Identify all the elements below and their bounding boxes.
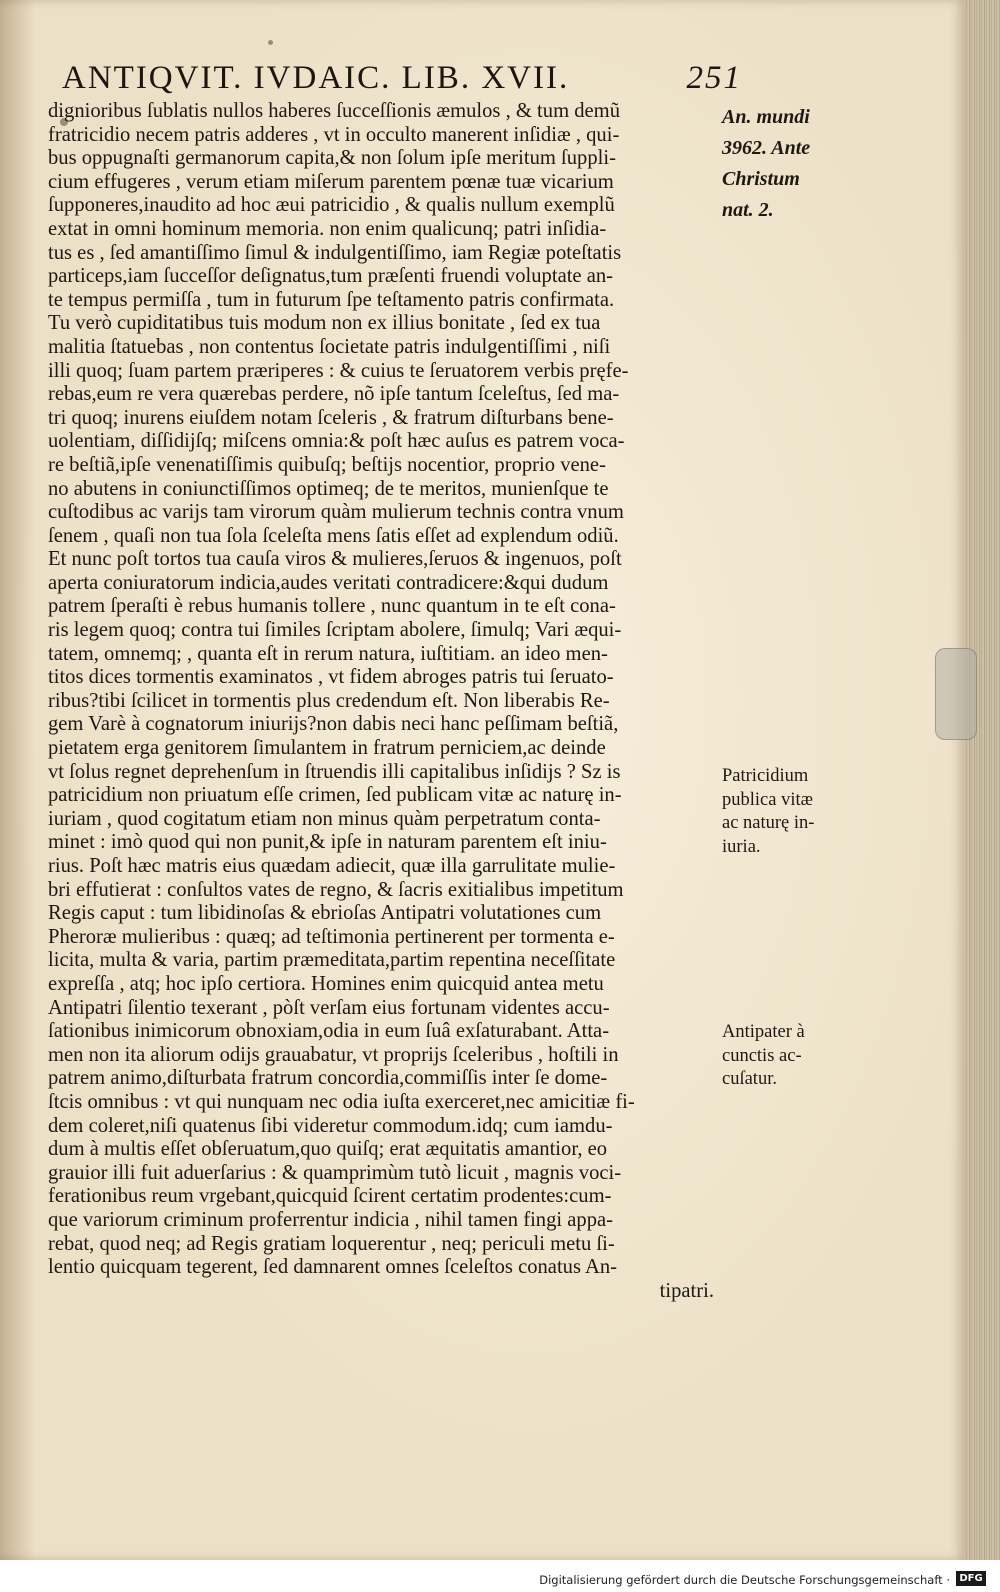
margin-note-antipater [722, 1021, 842, 1092]
text-line: expreſſa , atq; hoc ipſo certiora. Homines enim quicquid antea metu [48, 972, 604, 995]
text-line: rebat, quod neq; ad Regis gratiam loquerentur , neq; periculi metu ſi- [48, 1232, 615, 1255]
text-line: no abutens in coniunctiſſimos optimeq; de te meritos, munienſque te [48, 477, 609, 500]
text-line: te tempus permiſſa , tum in futurum ſpe teſtamento patris confirmata. [48, 288, 615, 311]
text-line: tatem, omnemq; , quanta eſt in rerum natura, iuſtitiam. an ideo men- [48, 642, 608, 665]
text-line: gem Varè à cognatorum iniurijs?non dabis neci hanc peſſimam beſtiã, [48, 713, 619, 736]
page-number: 251 [686, 60, 742, 96]
text-line: bri effutierat : conſultos vates de regno, & ſacris exitialibus impetitum [48, 878, 624, 901]
text-line: tipatri. [659, 1279, 714, 1302]
text-line: ribus?tibi ſcilicet in tormentis plus credendum eſt. Non liberabis Re- [48, 689, 610, 712]
margin-note-line: cunctis ac- [722, 1045, 802, 1066]
text-line: patricidium non priuatum eſſe crimen, ſed publicam vitæ ac naturę in- [48, 784, 622, 807]
text-line: cium effugeres , verum etiam miſerum parentem pœnæ tuæ vicarium [48, 170, 614, 193]
text-line: patrem animo,diſturbata fratrum concordia,commiſſis inter ſe dome- [48, 1067, 608, 1090]
margin-note-line: An. mundi [722, 106, 810, 128]
text-line: rebas,eum re vera quærebas perdere, nõ ipſe tantum ſceleſtus, ſed ma- [48, 383, 620, 406]
text-line: rius. Poſt hæc matris eius quædam adiecit, quæ illa garrulitate mulie- [48, 855, 616, 877]
text-line: grauior illi fuit aduerſarius : & quamprimùm tutò licuit , magnis voci- [48, 1161, 622, 1184]
text-line: fratricidio necem patris adderes , vt in occulto manerent inſidiæ , qui- [48, 123, 620, 146]
text-line: patrem ſperaſti è rebus humanis tollere , nunc quantum in te eſt cona- [48, 595, 616, 618]
text-line: que variorum criminum proferrentur indicia , nihil tamen fingi appa- [48, 1208, 614, 1231]
text-line: bus oppugnaſti germanorum capita,& non ſolum ipſe meritum ſuppli- [48, 147, 616, 170]
text-line: dignioribus ſublatis nullos haberes ſucceſſionis æmulos , & tum demũ [48, 100, 620, 122]
text-line: re beſtiã,ipſe venenatiſſimis quibuſq; beſtijs nocentior, proprio vene- [48, 453, 606, 476]
text-line: particeps,iam ſucceſſor deſignatus,tum præſenti fruendi voluptate an- [48, 265, 614, 288]
text-line: illi quoq; ſuam partem præriperes : & cuius te ſeruatorem verbis pręfe- [48, 359, 629, 382]
text-line: tus es , ſed amantiſſimo ſimul & indulgentiſſimo, iam Regiæ poteſtatis [48, 241, 622, 264]
margin-note-patricidium [722, 765, 842, 859]
margin-note-line: Antipater à [722, 1022, 805, 1042]
text-line: Antipatri ſilentio texerant , pòſt verſam eius fortunam videntes accu- [48, 996, 610, 1019]
ink-spot [268, 40, 273, 45]
text-line: men non ita aliorum odijs grauabatur, vt proprijs ſceleribus , hoſtili in [48, 1043, 619, 1066]
margin-note-line: Christum [722, 168, 800, 190]
text-line: Pheroræ mulieribus : quæq; ad teſtimonia pertinerent per tormenta e- [48, 925, 615, 948]
text-line: lentio quicquam tegerent, ſed damnarent omnes ſceleſtos conatus An- [48, 1256, 618, 1279]
text-line: ferationibus reum vrgebant,quicquid ſcirent certatim prodentes:cum- [48, 1185, 612, 1208]
text-line: ris legem quoq; contra tui ſimiles ſcriptam abolere, ſimulq; Vari æqui- [48, 619, 622, 642]
margin-note-line: nat. 2. [722, 199, 774, 221]
text-line: ſenem , quaſi non tua ſola ſceleſta mens ſatis eſſet ad explendum odiũ. [48, 524, 619, 547]
text-line: minet : imò quod qui non punit,& ipſe in naturam parentem eſt iniu- [48, 831, 607, 854]
margin-note-year [722, 102, 842, 226]
text-line: dum à multis eſſet obſeruatum,quo quiſq; erat æquitatis amantior, eo [48, 1138, 608, 1161]
text-line: iuriam , quod cogitatum etiam non minus quàm perpetratum conta- [48, 807, 601, 830]
text-line: pietatem erga genitorem ſimulantem in fratrum perniciem,ac deinde [48, 737, 606, 760]
margin-note-line: iuria. [722, 836, 761, 857]
running-header [62, 60, 742, 100]
margin-note-line: publica vitæ [722, 789, 813, 810]
margin-note-line: cuſatur. [722, 1069, 777, 1089]
page-edge-stack [965, 0, 1000, 1560]
text-line: Tu verò cupiditatibus tuis modum non ex illius bonitate , ſed ex tua [48, 312, 601, 335]
main-text-column [48, 100, 718, 1303]
text-line: extat in omni hominum memoria. non enim qualicunq; patri inſidia- [48, 217, 607, 240]
text-line: vt ſolus regnet deprehenſum in ſtruendis illi capitalibus inſidijs ? Sz is [48, 760, 621, 783]
text-line: dem coleret,niſi quatenus ſibi videretur commodum.idq; cum iamdu- [48, 1114, 613, 1137]
funding-notice: Digitalisierung gefördert durch die Deutsche Forschungsgemeinschaft · [539, 1573, 950, 1587]
text-line: ſupponeres,inaudito ad hoc æui patricidio , & qualis nullum exemplũ [48, 194, 615, 217]
text-line: aperta coniuratorum indicia,audes veritati contradicere:&qui dudum [48, 571, 609, 594]
dfg-logo: DFG [956, 1571, 986, 1586]
text-line: licita, multa & varia, partim præmeditata,partim repentina neceſſitate [48, 949, 616, 972]
bookmark-tab [935, 648, 977, 740]
text-line: uolentiam, diſſidijſq; miſcens omnia:& poſt hæc auſus es patrem voca- [48, 430, 625, 453]
text-line: titos dices tormentis examinatos , vt fidem abroges patris tui ſeruato- [48, 666, 614, 689]
margin-note-line: 3962. Ante [722, 137, 811, 159]
text-line: tri quoq; inurens eiuſdem notam ſceleris , & fratrum diſturbans bene- [48, 406, 614, 429]
text-line: Regis caput : tum libidinoſas & ebrioſas Antipatri volutationes cum [48, 902, 602, 925]
text-line: Et nunc poſt tortos tua cauſa viros & mulieres,ſeruos & ingenuos, poſt [48, 548, 622, 571]
running-title: ANTIQVIT. IVDAIC. LIB. XVII. [62, 60, 570, 96]
margin-note-line: ac naturę in- [722, 813, 815, 833]
margin-note-line: Patricidium [722, 766, 809, 786]
text-line: cuſtodibus ac varijs tam virorum quàm mulierum technis contra vnum [48, 501, 624, 524]
text-line: ſationibus inimicorum obnoxiam,odia in eum ſuâ exſaturabant. Atta- [48, 1020, 610, 1043]
text-line: malitia ſtatuebas , non contentus ſocietate patris indulgentiſſimi , niſi [48, 335, 611, 358]
text-line: ſtcis omnibus : vt qui nunquam nec odia iuſta exerceret,nec amicitiæ fi- [48, 1090, 635, 1113]
